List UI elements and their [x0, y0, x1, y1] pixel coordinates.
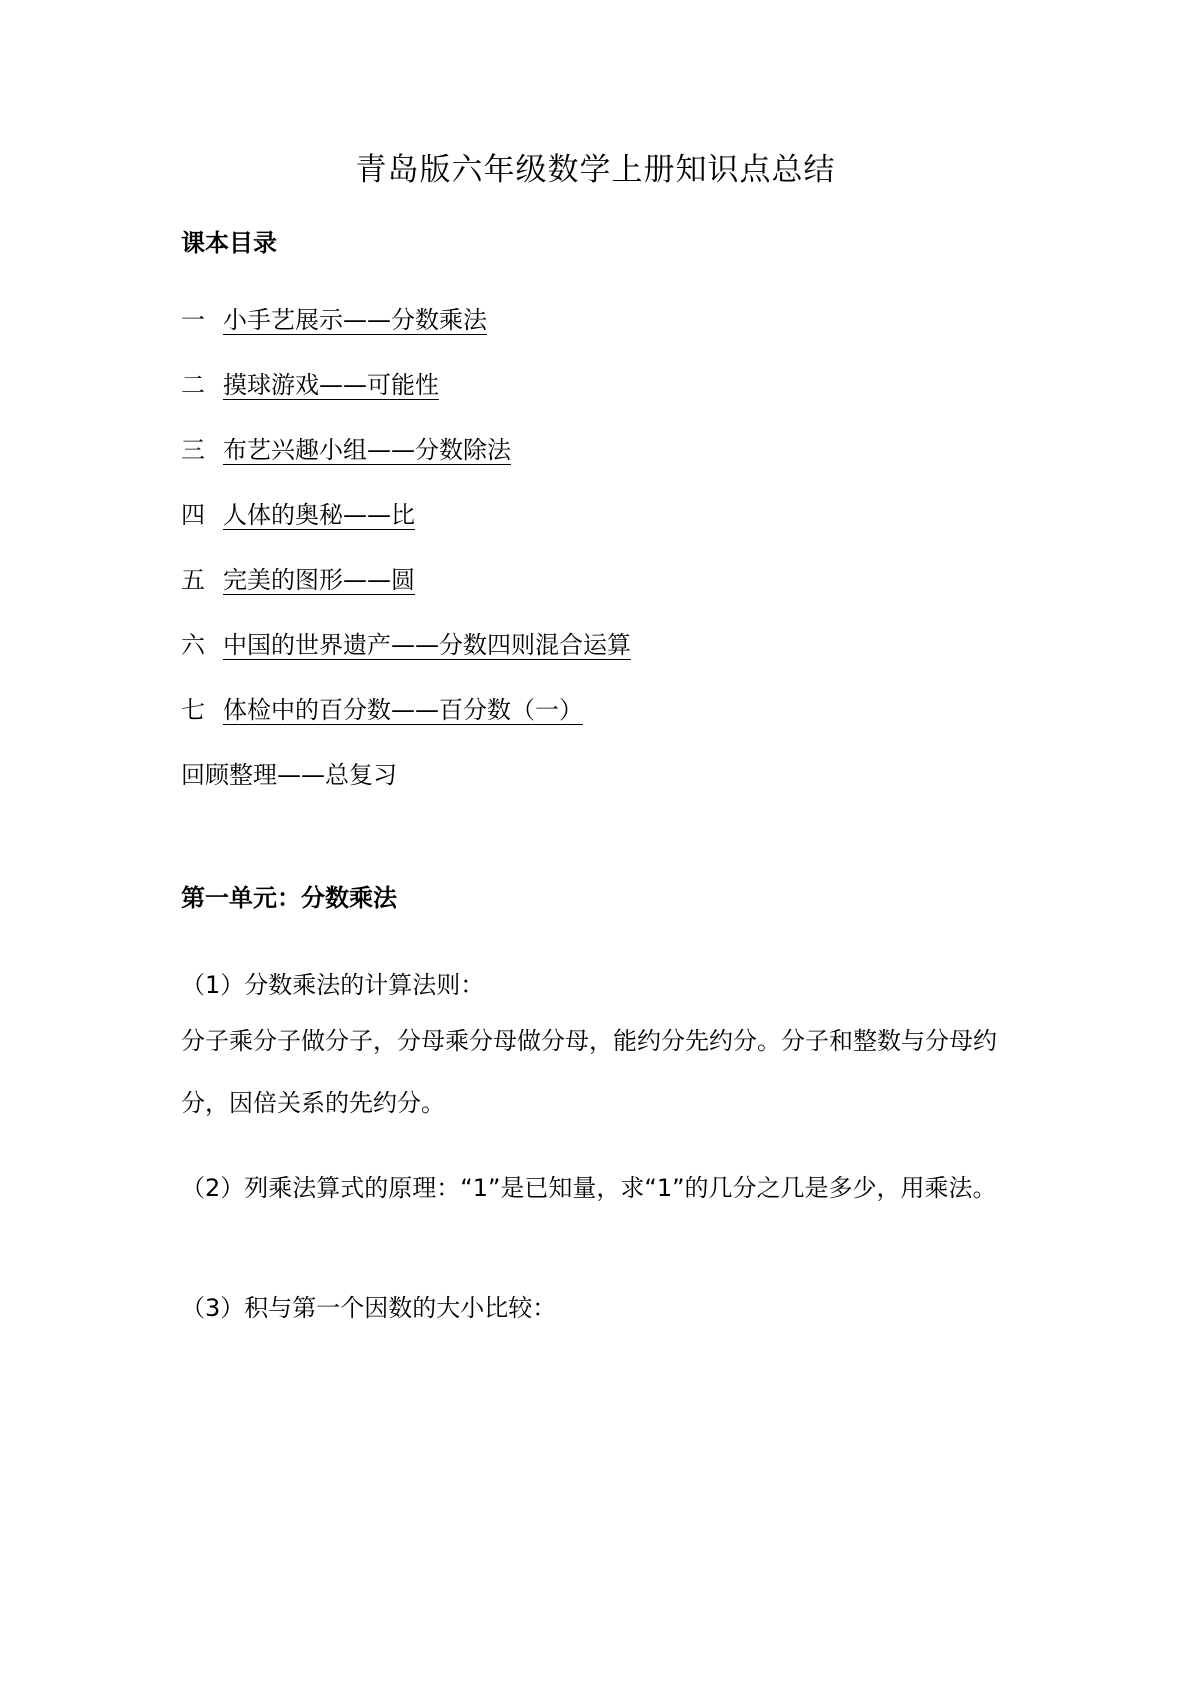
- toc-item-1[interactable]: [181, 303, 487, 337]
- unit1-point1-title: （1）分数乘法的计算法则：: [181, 971, 485, 999]
- unit1-point2: （2）列乘法算式的原理：“1”是已知量，求“1”的几分之几是多少，用乘法。: [181, 1174, 997, 1202]
- toc-item-6[interactable]: [181, 628, 631, 662]
- toc-item-text: 体检中的百分数——百分数（一）: [223, 696, 583, 724]
- unit1-point3: （3）积与第一个因数的大小比较：: [181, 1294, 557, 1322]
- toc-item-2[interactable]: [181, 368, 439, 402]
- toc-item-number: 三: [181, 436, 205, 464]
- toc-item-text: 摸球游戏——可能性: [223, 371, 439, 399]
- toc-item-text: 小手艺展示——分数乘法: [223, 306, 487, 334]
- toc-item-text: 人体的奥秘——比: [223, 501, 415, 529]
- unit1-heading: 第一单元：分数乘法: [181, 884, 397, 912]
- toc-item-number: 四: [181, 501, 205, 529]
- unit1-point1-body: 分子乘分子做分子，分母乘分母做分母，能约分先约分。分子和整数与分母约分，因倍关系的先约分。: [181, 1027, 997, 1117]
- toc-item-text: 中国的世界遗产——分数四则混合运算: [223, 631, 631, 659]
- toc-item-7[interactable]: [181, 693, 583, 727]
- toc-item-number: 七: [181, 696, 205, 724]
- toc-item-5[interactable]: [181, 563, 415, 597]
- toc-item-4[interactable]: [181, 498, 415, 532]
- toc-item-3[interactable]: [181, 433, 511, 467]
- toc-review-item: 回顾整理——总复习: [181, 761, 397, 789]
- toc-item-text: 完美的图形——圆: [223, 566, 415, 594]
- toc-item-number: 二: [181, 371, 205, 399]
- toc-item-text: 布艺兴趣小组——分数除法: [223, 436, 511, 464]
- document-title: 青岛版六年级数学上册知识点总结: [355, 152, 836, 188]
- toc-heading: 课本目录: [181, 229, 277, 257]
- toc-item-number: 五: [181, 566, 205, 594]
- toc-item-number: 一: [181, 306, 205, 334]
- toc-item-number: 六: [181, 631, 205, 659]
